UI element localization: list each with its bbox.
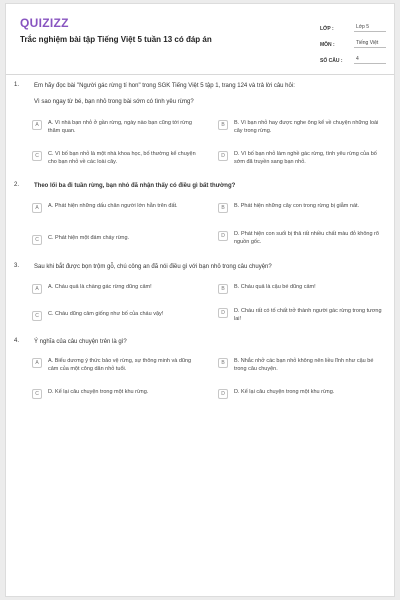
worksheet-page: [5, 3, 395, 597]
option-text: D. Cháu rất có tố chất trở thành người gác rừng trong tương lai!: [234, 308, 382, 322]
option-text: A. Biểu dương ý thức bảo vệ rừng, sự thông minh và dũng cảm của một công dân nhỏ tuổi.: [48, 358, 192, 372]
option-letter-box: C: [32, 235, 42, 245]
option-c[interactable]: [32, 150, 204, 172]
question-number: 2.: [14, 182, 20, 188]
option-a[interactable]: [32, 202, 204, 224]
option-b[interactable]: [218, 202, 390, 224]
option-text: D. Kể lại câu chuyện trong một khu rừng.: [48, 389, 149, 395]
question-text: Sau khi bắt được bọn trộm gỗ, chú công an đã nói điều gì với bạn nhỏ trong câu chuyện?: [34, 264, 272, 270]
option-letter-box: C: [32, 311, 42, 321]
question-text: Em hãy đọc bài "Người gác rừng tí hon" trong SGK Tiếng Việt 5 tập 1, trang 124 và trả lời câu hỏi:: [34, 83, 295, 89]
option-b[interactable]: [218, 283, 390, 305]
option-text: A. Phát hiện những dấu chân người lớn hằn trên đất.: [48, 203, 178, 209]
option-letter-box: B: [218, 120, 228, 130]
subject-label: MÔN :: [320, 42, 335, 48]
option-letter-box: D: [218, 389, 228, 399]
option-b[interactable]: [218, 119, 390, 141]
option-text: B. Nhắc nhở các bạn nhỏ không nên liều lĩnh như cậu bé trong câu chuyện.: [234, 358, 374, 372]
quizizz-logo: QUIZIZZ: [20, 16, 69, 30]
option-text: D. Kể lại câu chuyện trong một khu rừng.: [234, 389, 335, 395]
option-letter-box: B: [218, 203, 228, 213]
question-number: 3.: [14, 263, 20, 269]
page-title: Trắc nghiệm bài tập Tiếng Việt 5 tuần 13 có đáp án: [20, 35, 212, 44]
option-d[interactable]: [218, 230, 390, 252]
option-b[interactable]: [218, 357, 390, 379]
question-number: 1.: [14, 82, 20, 88]
option-a[interactable]: [32, 357, 204, 379]
option-text: C. Vì bố bạn nhỏ là một nhà khoa học, bố thường kể chuyện cho bạn nhỏ về các loài cây.: [48, 151, 196, 165]
meta-panel: [320, 18, 386, 66]
option-a[interactable]: [32, 119, 204, 141]
option-letter-box: C: [32, 151, 42, 161]
question-number: 4.: [14, 338, 20, 344]
option-letter-box: A: [32, 203, 42, 213]
option-letter-box: A: [32, 358, 42, 368]
question-text: Theo lối ba đi tuần rừng, bạn nhỏ đã nhận thấy có điều gì bất thường?: [34, 183, 236, 189]
option-d[interactable]: [218, 150, 390, 172]
option-c[interactable]: [32, 310, 204, 332]
option-letter-box: C: [32, 389, 42, 399]
option-text: A. Cháu quả là chàng gác rừng dũng cảm!: [48, 284, 152, 290]
worksheet-header: [6, 4, 394, 75]
option-letter-box: D: [218, 308, 228, 318]
meta-subject-row: [320, 34, 386, 48]
option-c[interactable]: [32, 234, 204, 256]
option-a[interactable]: [32, 283, 204, 305]
option-letter-box: B: [218, 358, 228, 368]
option-letter-box: D: [218, 231, 228, 241]
question-count-value: 4: [354, 56, 386, 64]
option-text: D. Phát hiện con suối bị thả rất nhiều chất màu đỏ không rõ nguồn gốc.: [234, 231, 379, 245]
option-text: C. Cháu dũng cảm giống như bố của cháu vậy!: [48, 311, 164, 317]
option-text: C. Phát hiện một đám cháy rừng.: [48, 235, 130, 241]
option-c[interactable]: [32, 388, 204, 410]
class-label: LỚP :: [320, 26, 334, 32]
question-text: Ý nghĩa của câu chuyện trên là gì?: [34, 339, 127, 345]
question-subtext: Vì sao ngay từ bé, bạn nhỏ trong bài sớm có tình yêu rừng?: [34, 99, 194, 105]
option-letter-box: D: [218, 151, 228, 161]
option-d[interactable]: [218, 388, 390, 410]
option-letter-box: B: [218, 284, 228, 294]
option-letter-box: A: [32, 120, 42, 130]
option-text: D. Vì bố bạn nhỏ làm nghề gác rừng, tình yêu rừng của bố sớm đã truyền sang bạn nhỏ.: [234, 151, 377, 165]
option-text: B. Phát hiện những cây con trong rừng bị giẫm nát.: [234, 203, 360, 209]
meta-class-row: [320, 18, 386, 32]
question-count-label: SỐ CÂU :: [320, 58, 343, 64]
option-letter-box: A: [32, 284, 42, 294]
meta-count-row: [320, 50, 386, 64]
option-text: B. Cháu quả là cậu bé dũng cảm!: [234, 284, 316, 290]
option-text: A. Vì nhà bạn nhỏ ở gần rừng, ngày nào bạn cũng tới rừng thăm quan.: [48, 120, 192, 134]
class-value: Lớp 5: [354, 24, 386, 32]
option-text: B. Vì bạn nhỏ hay được nghe ông kể về chuyện những loài cây trong rừng.: [234, 120, 379, 134]
option-d[interactable]: [218, 307, 390, 329]
subject-value: Tiếng Việt: [354, 40, 386, 48]
